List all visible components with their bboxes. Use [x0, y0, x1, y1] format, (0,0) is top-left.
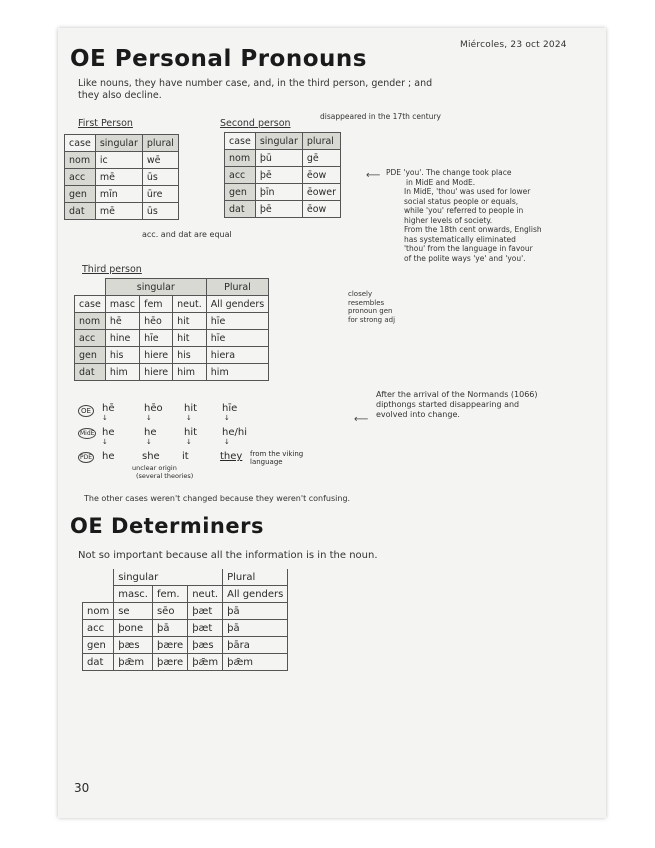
table-cell: hīe	[206, 330, 268, 347]
dev-form: he	[102, 451, 115, 462]
table-cell: ēow	[302, 167, 340, 184]
table-cell: dat	[83, 654, 114, 671]
third-person-table	[74, 278, 269, 381]
table-row	[225, 167, 341, 184]
dev-form: he	[102, 427, 115, 438]
table-cell: mīn	[95, 186, 142, 203]
table-cell: hīe	[140, 330, 173, 347]
down-arrow-icon: ↓	[146, 438, 152, 446]
title-personal-pronouns: OE Personal Pronouns	[70, 46, 367, 72]
second-person-table	[224, 132, 341, 218]
table-cell: his	[173, 347, 207, 364]
note-line: while 'you' referred to people in	[404, 206, 524, 215]
dev-form: hit	[184, 427, 198, 438]
note-line: closely	[348, 290, 373, 298]
table-cell: him	[105, 364, 139, 381]
table-cell: gē	[302, 150, 340, 167]
table-cell: plural	[142, 135, 178, 152]
table-cell: case	[75, 296, 106, 313]
table-cell: gen	[225, 184, 256, 201]
notebook-page	[58, 28, 606, 818]
confusing-note: The other cases weren't changed because they weren't confusing.	[84, 494, 351, 503]
arrow-icon: ⟵	[354, 414, 369, 425]
note-line: 'thou' from the language in favour	[404, 244, 533, 253]
table-cell: sēo	[152, 603, 187, 620]
table-cell: ēow	[302, 201, 340, 218]
down-arrow-icon: ↓	[224, 438, 230, 446]
note-line: pronoun gen	[348, 307, 393, 315]
determiners-table	[82, 569, 288, 671]
table-cell: singular	[95, 135, 142, 152]
viking-note: from the viking language	[250, 450, 304, 466]
table-cell: hit	[173, 313, 207, 330]
dev-form: hīe	[222, 403, 238, 414]
table-cell: ūs	[142, 169, 178, 186]
table-row	[83, 654, 288, 671]
note-line: From the 18th cent onwards, English	[404, 225, 542, 234]
table-cell: him	[206, 364, 268, 381]
dev-form: it	[182, 451, 189, 462]
table-cell: gen	[65, 186, 96, 203]
table-cell: singular	[255, 133, 302, 150]
table-cell: acc	[83, 620, 114, 637]
table-cell: þæt	[188, 603, 223, 620]
table-cell: case	[225, 133, 256, 150]
unclear-note: unclear origin	[132, 464, 177, 472]
table-row	[225, 184, 341, 201]
strong-adj-note	[348, 290, 395, 324]
table-cell: þā	[152, 620, 187, 637]
table-row	[225, 201, 341, 218]
table-cell: ūre	[142, 186, 178, 203]
note-line: in MidE and ModE.	[406, 177, 476, 187]
page-number: 30	[74, 781, 90, 795]
table-cell: dat	[225, 201, 256, 218]
table-cell: þā	[223, 603, 288, 620]
dev-form: hit	[184, 403, 198, 414]
dev-form: they	[220, 451, 243, 462]
table-cell: hīe	[206, 313, 268, 330]
down-arrow-icon: ↓	[146, 414, 152, 422]
arrow-icon: ⟵	[366, 170, 381, 181]
table-cell: masc.	[114, 586, 153, 603]
unclear-note: (several theories)	[136, 472, 194, 480]
table-cell: þīn	[255, 184, 302, 201]
date: Miércoles, 23 oct 2024	[460, 40, 567, 50]
dev-form: he/hi	[222, 427, 247, 438]
table-header-row	[65, 135, 179, 152]
table-cell: þē	[255, 201, 302, 218]
note-line: has systematically eliminated	[404, 234, 516, 244]
period-tag: OE	[78, 405, 94, 417]
dev-form: hē	[102, 403, 115, 414]
table-cell: singular	[105, 279, 206, 296]
second-person-note: disappeared in the 17th century	[320, 112, 441, 121]
table-cell: fem	[140, 296, 173, 313]
table-cell: singular	[114, 569, 223, 586]
table-row	[75, 330, 269, 347]
table-cell: þū	[255, 150, 302, 167]
table-row	[83, 620, 288, 637]
table-cell: þære	[152, 654, 187, 671]
table-row	[83, 603, 288, 620]
table-row	[65, 169, 179, 186]
table-cell: wē	[142, 152, 178, 169]
table-cell: mē	[95, 169, 142, 186]
down-arrow-icon: ↓	[186, 438, 192, 446]
table-header-row	[75, 296, 269, 313]
pde-you-note	[386, 168, 601, 263]
normans-note	[376, 390, 538, 420]
table-cell: þære	[152, 637, 187, 654]
dev-form: hēo	[144, 403, 163, 414]
table-group-header-row	[75, 279, 269, 296]
table-row	[75, 313, 269, 330]
table-cell: gen	[83, 637, 114, 654]
note-line: evolved into change.	[376, 410, 460, 419]
note-line: social status people or equals,	[404, 196, 519, 206]
period-tag: MidE	[80, 430, 95, 437]
table-cell: þone	[114, 620, 153, 637]
dev-form: she	[142, 451, 160, 462]
table-cell: þæs	[114, 637, 153, 654]
table-cell: þæs	[188, 637, 223, 654]
down-arrow-icon: ↓	[224, 414, 230, 422]
table-cell: hine	[105, 330, 139, 347]
table-cell: Plural	[223, 569, 288, 586]
table-cell: All genders	[223, 586, 288, 603]
period-tag: PDE	[80, 454, 93, 461]
table-cell: hiere	[140, 364, 173, 381]
down-arrow-icon: ↓	[186, 414, 192, 422]
table-row	[65, 203, 179, 220]
down-arrow-icon: ↓	[102, 438, 108, 446]
note-line: resembles	[348, 298, 385, 307]
table-cell: acc	[225, 167, 256, 184]
table-cell: masc	[105, 296, 139, 313]
table-row	[65, 186, 179, 203]
intro-text	[78, 78, 432, 102]
dev-form: he	[144, 427, 157, 438]
table-cell: acc	[75, 330, 106, 347]
table-cell: nom	[65, 152, 96, 169]
table-cell: gen	[75, 347, 106, 364]
table-row	[75, 364, 269, 381]
table-cell: se	[114, 603, 153, 620]
table-cell: neut.	[188, 586, 223, 603]
acc-dat-note: acc. and dat are equal	[142, 230, 232, 239]
table-cell: nom	[83, 603, 114, 620]
table-header-row	[225, 133, 341, 150]
table-cell: plural	[302, 133, 340, 150]
table-row	[65, 152, 179, 169]
note-line: for strong adj	[348, 315, 396, 324]
table-cell: nom	[225, 150, 256, 167]
determiners-intro: Not so important because all the information is in the noun.	[78, 550, 378, 561]
intro-line: they also decline.	[78, 90, 162, 101]
table-cell: his	[105, 347, 139, 364]
table-cell: hē	[105, 313, 139, 330]
table-cell: ic	[95, 152, 142, 169]
table-cell: þē	[255, 167, 302, 184]
note-line: PDE 'you'. The change took place	[386, 168, 512, 177]
table-cell: fem.	[152, 586, 187, 603]
table-cell: hit	[173, 330, 207, 347]
note-line: of the polite ways 'ye' and 'you'.	[404, 253, 526, 263]
table-cell: ūs	[142, 203, 178, 220]
intro-line: Like nouns, they have number case, and, in the third person, gender ; and	[78, 78, 433, 89]
table-cell: þǣm	[114, 654, 153, 671]
first-person-table	[64, 134, 179, 220]
table-row	[75, 347, 269, 364]
table-cell: dat	[75, 364, 106, 381]
second-person-label: Second person	[220, 118, 291, 129]
table-cell: All genders	[206, 296, 268, 313]
table-cell: þāra	[223, 637, 288, 654]
third-person-label: Third person	[82, 264, 142, 275]
table-cell: hiere	[140, 347, 173, 364]
table-cell: þā	[223, 620, 288, 637]
note-line: higher levels of society.	[404, 215, 493, 225]
table-cell: nom	[75, 313, 106, 330]
pronoun-development	[78, 403, 338, 483]
first-person-label: First Person	[78, 118, 133, 129]
title-determiners: OE Determiners	[70, 514, 264, 538]
table-cell: hiera	[206, 347, 268, 364]
table-cell: acc	[65, 169, 96, 186]
table-cell: þǣm	[188, 654, 223, 671]
table-cell: him	[173, 364, 207, 381]
table-cell: neut.	[173, 296, 207, 313]
down-arrow-icon: ↓	[102, 414, 108, 422]
table-row	[225, 150, 341, 167]
table-cell: Plural	[206, 279, 268, 296]
note-line: After the arrival of the Normands (1066)	[376, 390, 538, 399]
note-line: In MidE, 'thou' was used for lower	[404, 187, 531, 196]
table-cell: dat	[65, 203, 96, 220]
table-cell: hēo	[140, 313, 173, 330]
table-cell: ēower	[302, 184, 340, 201]
table-row	[83, 637, 288, 654]
table-group-header-row	[83, 569, 288, 586]
note-line: dipthongs started disappearing and	[376, 400, 520, 409]
table-cell: case	[65, 135, 96, 152]
table-header-row	[83, 586, 288, 603]
table-cell: þæt	[188, 620, 223, 637]
table-cell: þǣm	[223, 654, 288, 671]
table-cell: mē	[95, 203, 142, 220]
